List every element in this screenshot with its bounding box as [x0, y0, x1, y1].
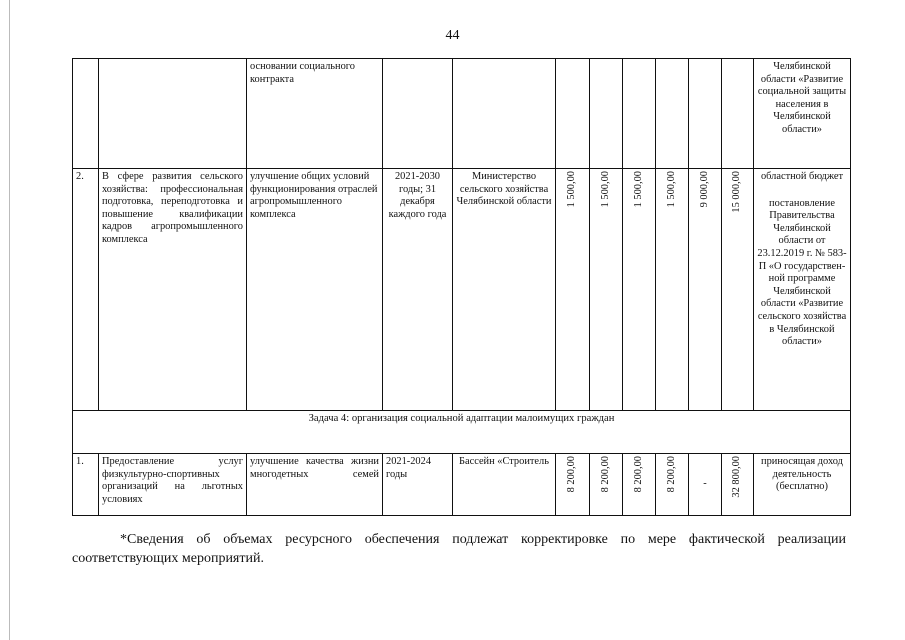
- cell-year-1: [556, 454, 590, 516]
- table-row-task: [73, 411, 851, 454]
- cell-year-1: [556, 169, 590, 411]
- cell-year-5: [689, 169, 722, 411]
- cell-year-3: [623, 59, 656, 169]
- cell-total: [722, 59, 754, 169]
- cell-period: 2021-2030 годы; 31 декабря каждого года: [383, 169, 453, 411]
- cell-year-3: [623, 454, 656, 516]
- cell-executor: Министерство сельского хозяйства Челябинской области: [453, 169, 556, 411]
- cell-period: [383, 59, 453, 169]
- cell-name: Предоставление услуг физкультурно-спортивных организаций на льготных условиях: [99, 454, 247, 516]
- cell-year-4: [656, 59, 689, 169]
- cell-year-4: [656, 169, 689, 411]
- cell-num: 1.: [73, 454, 99, 516]
- page-number: 44: [445, 28, 460, 43]
- cell-year-2: [590, 454, 623, 516]
- amount-value: 9 000,00: [698, 171, 710, 208]
- cell-total: [722, 454, 754, 516]
- cell-funding: Челябинской области «Развитие социальной защиты населения в Челябинской области»: [754, 59, 851, 169]
- cell-year-3: [623, 169, 656, 411]
- cell-activity: основании социального контракта: [247, 59, 383, 169]
- cell-total: [722, 169, 754, 411]
- cell-year-1: [556, 59, 590, 169]
- cell-year-4: [656, 454, 689, 516]
- cell-year-2: [590, 59, 623, 169]
- cell-activity: улучшение качества жизни многодетных семей: [247, 454, 383, 516]
- table-row-continuation: [73, 59, 851, 169]
- task-heading: Задача 4: организация социальной адаптации малоимущих граждан: [73, 411, 851, 454]
- cell-executor: [453, 59, 556, 169]
- amount-value: 8 200,00: [566, 456, 578, 493]
- amount-value: 1 500,00: [665, 171, 677, 208]
- scan-edge-line: [9, 0, 10, 640]
- amount-total: 32 800,00: [731, 456, 743, 498]
- cell-funding: приносящая доход деятельность (бесплатно): [754, 454, 851, 516]
- cell-name: [99, 59, 247, 169]
- cell-num: [73, 59, 99, 169]
- funding-basis: постановление Правительства Челябинской области от 23.12.2019 г. № 583-П «О государствен-ной программе Челябинской области «Развитие сельского хозяйства в Челябинской области»: [757, 197, 847, 348]
- cell-funding: [754, 169, 851, 411]
- cell-year-5: [689, 59, 722, 169]
- table-row-agriculture: [73, 169, 851, 411]
- measures-table: [72, 58, 851, 516]
- cell-activity: улучшение общих условий функционирования отраслей агропромышленного комплекса: [247, 169, 383, 411]
- table-row-sport: [73, 454, 851, 516]
- amount-value: 8 200,00: [665, 456, 677, 493]
- amount-value: 1 500,00: [632, 171, 644, 208]
- amount-value: 8 200,00: [632, 456, 644, 493]
- amount-value: 1 500,00: [599, 171, 611, 208]
- cell-year-5: [689, 454, 722, 516]
- cell-name: В сфере развития сельского хозяйства: профессиональная подготовка, переподготовка и повышение квалификации кадров агропромышленного комплекса: [99, 169, 247, 411]
- amount-value: -: [703, 478, 707, 490]
- cell-num: 2.: [73, 169, 99, 411]
- amount-value: 1 500,00: [566, 171, 578, 208]
- funding-source: областной бюджет: [760, 171, 844, 182]
- amount-total: 15 000,00: [731, 171, 743, 213]
- cell-executor: Бассейн «Строитель: [453, 454, 556, 516]
- cell-year-2: [590, 169, 623, 411]
- cell-period: 2021-2024 годы: [383, 454, 453, 516]
- amount-value: 8 200,00: [599, 456, 611, 493]
- footnote: *Сведения об объемах ресурсного обеспечения подлежат корректировке по мере фактической реализации соответствующих мероприятий.: [72, 532, 846, 566]
